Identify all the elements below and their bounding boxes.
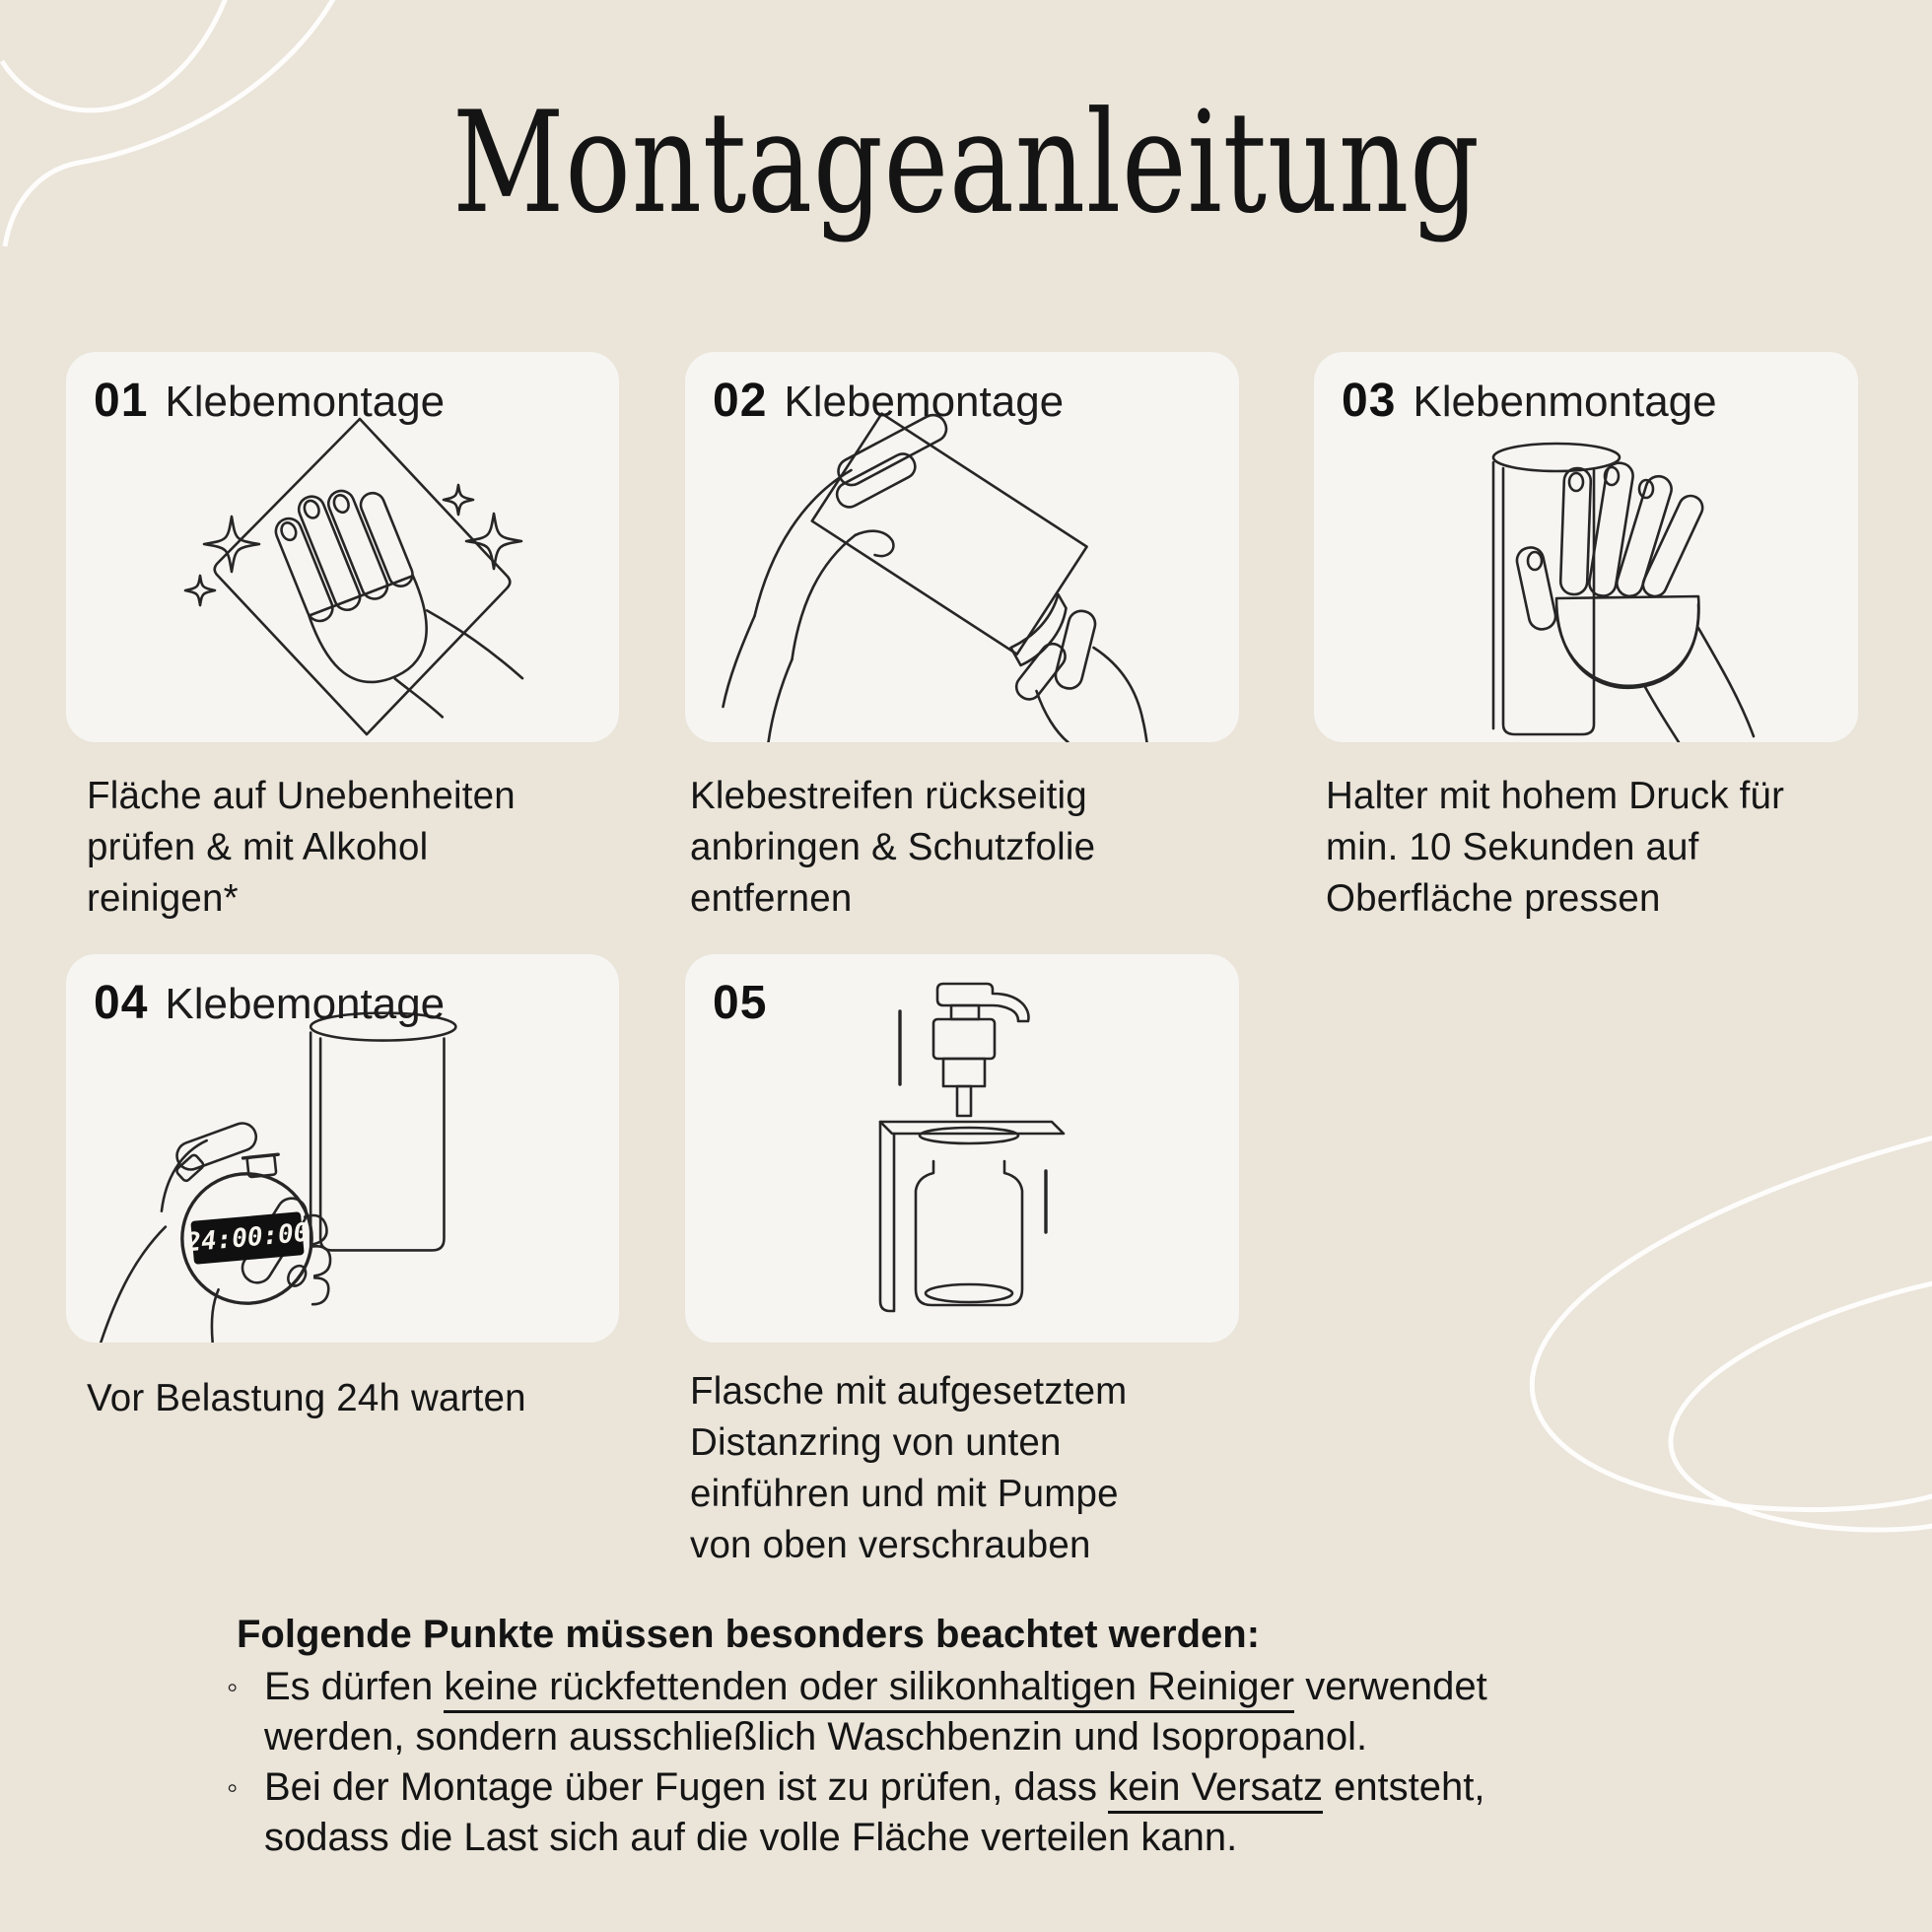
step-number: 01: [94, 375, 149, 427]
pump-head: [933, 984, 1029, 1116]
step-caption-05: Flasche mit aufgesetztem Distanzring von unten einführen und mit Pumpe von oben verschrauben: [690, 1370, 1128, 1566]
step-card-01: [66, 352, 619, 742]
sparkle-icon: [444, 485, 473, 515]
step-caption-02: Klebestreifen rückseitig anbringen & Schutzfolie entfernen: [690, 775, 1096, 920]
step-caption-01: Fläche auf Unebenheiten prüfen & mit Alkohol reinigen*: [87, 775, 516, 920]
step-number: 04: [94, 977, 149, 1029]
swirl-bottom-right-outer: [1532, 1136, 1932, 1510]
page-title: Montageanleitung: [451, 82, 1481, 244]
step-label: Klebemontage: [165, 980, 446, 1028]
swirl-bottom-right-inner: [1671, 1281, 1932, 1530]
step-number: 05: [713, 977, 768, 1029]
note-text-underlined: kein Versatz: [1108, 1765, 1323, 1814]
washer: [920, 1128, 1018, 1143]
note-text-underlined: keine rückfettenden oder silikonhaltigen Reiniger: [444, 1665, 1294, 1713]
note-text: Bei der Montage über Fugen ist zu prüfen, dass: [264, 1765, 1109, 1809]
important-notes: [225, 1610, 1605, 1863]
arrow-down-icon: [889, 1011, 911, 1104]
stopwatch-display: 24:00:00: [190, 1211, 304, 1265]
holder-bracket: [880, 1122, 1064, 1311]
arrow-up-icon: [1036, 1153, 1056, 1232]
step-caption-04: Vor Belastung 24h warten: [87, 1377, 526, 1419]
notes-list: [225, 1662, 1605, 1863]
right-hand: [1011, 608, 1146, 742]
note-text: verwendet werden, sondern ausschließlich Waschbenzin und Isopropanol.: [264, 1665, 1487, 1759]
left-hand: [724, 410, 951, 742]
bullet-icon: ◦: [227, 1769, 239, 1805]
sparkle-icon: [185, 576, 215, 605]
step-caption-03: Halter mit hohem Druck für min. 10 Sekunden auf Oberfläche pressen: [1326, 775, 1785, 920]
holder-opening: [1520, 449, 1597, 463]
adhesive-strip-top: [877, 412, 1088, 554]
step-label: Klebemontage: [784, 378, 1065, 426]
step-number: 02: [713, 375, 768, 427]
glass-bottle: [916, 1161, 1022, 1305]
pressing-hand: [1515, 461, 1754, 742]
note-item: [225, 1762, 1605, 1863]
note-text: entsteht, sodass die Last sich auf die volle Fläche verteilen kann.: [264, 1765, 1485, 1859]
step-card-03: [1314, 352, 1858, 742]
step-label: Klebenmontage: [1413, 378, 1717, 426]
step-card-04: [66, 954, 619, 1343]
note-item: [225, 1662, 1605, 1762]
wiping-hand: [267, 448, 524, 742]
adhesive-strip-bottom: [811, 512, 1023, 655]
bullet-icon: ◦: [227, 1669, 239, 1704]
notes-heading: Folgende Punkte müssen besonders beachtet werden:: [237, 1613, 1261, 1656]
wall-holder: [1493, 444, 1620, 734]
sparkle-icon: [204, 517, 259, 572]
step-card-02: [685, 352, 1239, 742]
wall-holder: [310, 1013, 455, 1251]
note-text: Es dürfen: [264, 1665, 445, 1708]
cleaning-cloth: [215, 419, 511, 734]
step-card-05: [685, 954, 1239, 1343]
step-label: Klebemontage: [165, 378, 446, 426]
step-number: 03: [1342, 375, 1397, 427]
